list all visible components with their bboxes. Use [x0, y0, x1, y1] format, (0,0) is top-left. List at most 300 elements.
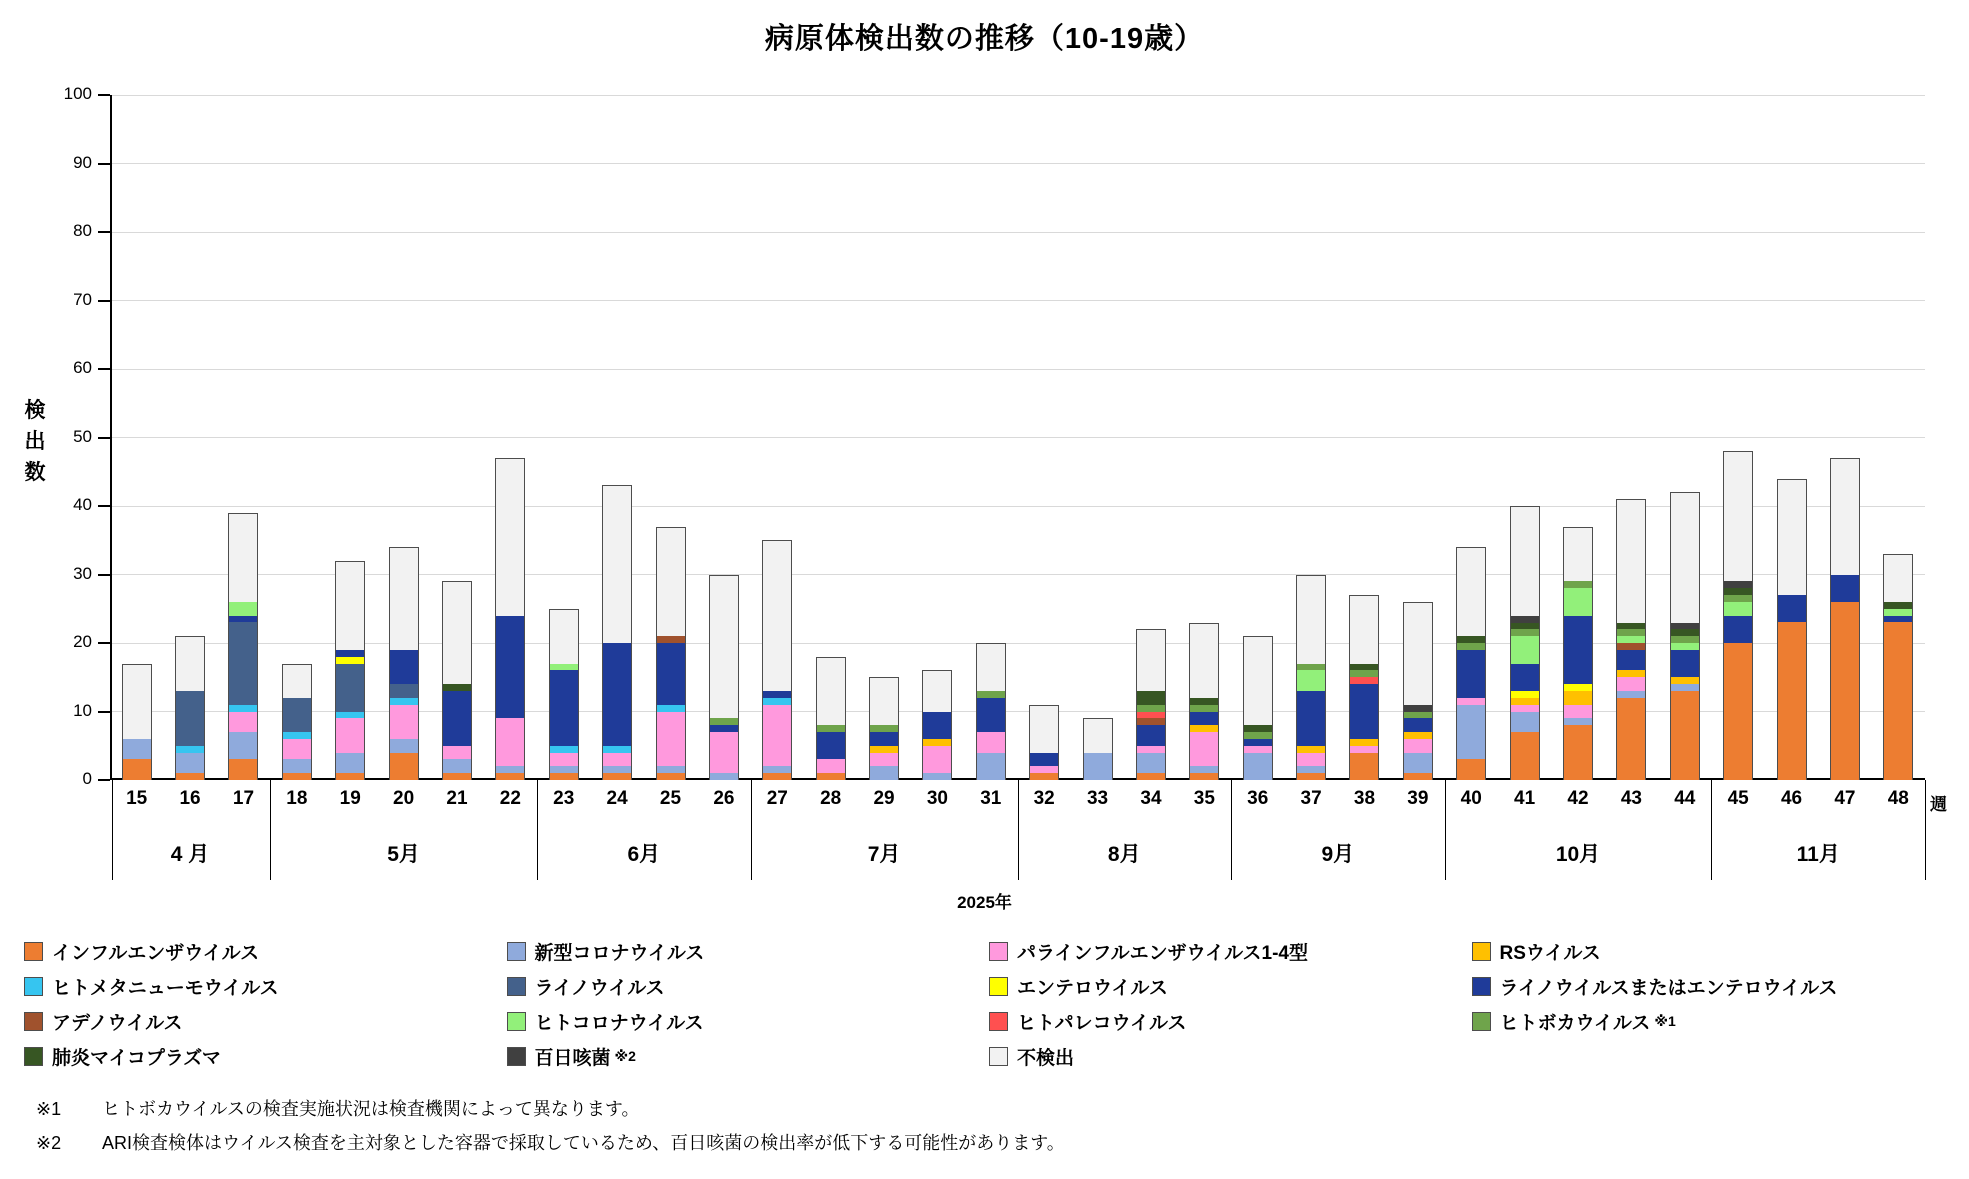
y-axis-tick: [98, 368, 110, 370]
bar-segment: [389, 705, 419, 739]
bar-segment: [335, 773, 365, 780]
bar-segment: [1563, 718, 1593, 725]
month-label: 4 月: [170, 843, 210, 866]
y-axis-tick-label: 80: [73, 221, 92, 240]
y-axis-tick-label: 50: [73, 426, 92, 446]
bar-stack: [228, 513, 258, 780]
bar-segment: [1243, 753, 1273, 780]
bar-segment: [1830, 602, 1860, 780]
bar-segment: [1510, 629, 1540, 636]
footnote: [36, 1092, 1065, 1126]
bar-segment: [1510, 616, 1540, 623]
bar-segment: [709, 718, 739, 725]
legend-color-swatch: [1472, 977, 1491, 996]
bar-segment: [1243, 732, 1273, 739]
bar-segment: [1189, 766, 1219, 773]
bar-stack: [1349, 595, 1379, 780]
bar-segment: [549, 664, 579, 671]
month-label: 5月: [387, 843, 420, 866]
bar-segment: [656, 643, 686, 705]
bar-stack: [1883, 554, 1913, 780]
bar-segment: [1349, 746, 1379, 753]
bar-segment: [1403, 718, 1433, 732]
legend-item: [507, 973, 990, 1000]
y-axis-tick: [98, 163, 110, 165]
bar-stack: [335, 561, 365, 780]
bar-segment: [869, 732, 899, 746]
y-axis-tick: [98, 574, 110, 576]
bar-segment: [1136, 712, 1166, 719]
bar-segment: [1563, 588, 1593, 615]
bar-segment: [549, 670, 579, 745]
bar-stack: [442, 581, 472, 780]
x-axis-week-label: 41: [1514, 788, 1536, 809]
bar-segment: [1456, 698, 1486, 705]
legend-label: インフルエンザウイルス: [52, 943, 260, 964]
bar-segment: [1723, 602, 1753, 616]
bar-segment: [1670, 677, 1700, 684]
y-axis-tick: [98, 642, 110, 644]
bar-segment: [656, 636, 686, 643]
legend-note-marker: ※1: [1654, 1013, 1676, 1029]
chart-plot-area: [110, 95, 1925, 780]
x-axis-week-label: 21: [446, 788, 468, 809]
bar-segment: [1349, 739, 1379, 746]
legend-item: [1472, 938, 1955, 965]
bar-stack: [175, 636, 205, 780]
bar-segment: [549, 773, 579, 780]
bar-segment: [1349, 664, 1379, 671]
x-axis-week-label: 27: [766, 788, 788, 809]
bar-stack: [122, 664, 152, 780]
bar-segment: [1189, 732, 1219, 766]
bar-segment: [602, 766, 632, 773]
y-axis-title: 検 出 数: [24, 399, 46, 484]
bar-segment: [1403, 732, 1433, 739]
bar-segment: [1563, 581, 1593, 588]
bar-stack: [709, 575, 739, 780]
bar-segment: [1616, 636, 1646, 643]
bar-segment: [1136, 629, 1166, 691]
bar-stack: [1563, 527, 1593, 780]
bar-segment: [228, 705, 258, 712]
bar-segment: [1510, 705, 1540, 712]
month-label: 6月: [627, 843, 661, 866]
bar-segment: [335, 712, 365, 719]
bar-segment: [816, 773, 846, 780]
bar-segment: [602, 643, 632, 746]
bar-segment: [1349, 684, 1379, 739]
y-axis-tick-label: 20: [73, 632, 92, 651]
x-axis-week-label: 17: [232, 788, 255, 809]
bar-stack: [1083, 718, 1113, 780]
bar-segment: [1456, 643, 1486, 650]
legend-label: エンテロウイルス: [1017, 978, 1168, 999]
bar-segment: [1616, 698, 1646, 780]
bar-segment: [549, 753, 579, 767]
y-axis-tick-label: 40: [73, 495, 92, 514]
bar-stack: [1189, 623, 1219, 781]
bar-segment: [442, 773, 472, 780]
legend-color-swatch: [989, 1047, 1008, 1066]
x-axis-week-label: 46: [1780, 788, 1803, 809]
bar-segment: [1136, 718, 1166, 725]
bar-stack: [602, 485, 632, 780]
x-axis-week-label: 43: [1620, 788, 1642, 809]
bar-segment: [1777, 595, 1807, 622]
month-label: 9月: [1321, 843, 1355, 866]
bar-segment: [1349, 677, 1379, 684]
legend-item: [24, 1043, 507, 1070]
bar-segment: [1136, 725, 1166, 746]
legend-item: [507, 938, 990, 965]
bar-segment: [1403, 705, 1433, 712]
bar-segment: [1616, 499, 1646, 622]
bar-segment: [1723, 643, 1753, 780]
footnote-marker: ※2: [36, 1133, 62, 1153]
bar-segment: [228, 513, 258, 602]
month-divider: [112, 780, 113, 880]
x-axis-week-label: 22: [499, 788, 521, 809]
bar-segment: [442, 581, 472, 684]
bar-stack: [495, 458, 525, 780]
bar-segment: [1777, 622, 1807, 780]
bar-segment: [1403, 753, 1433, 774]
bar-segment: [1670, 684, 1700, 691]
bar-segment: [709, 773, 739, 780]
bar-segment: [869, 725, 899, 732]
bar-segment: [282, 739, 312, 760]
y-axis-tick: [98, 505, 110, 507]
bar-segment: [442, 684, 472, 691]
bar-segment: [1296, 746, 1326, 753]
bar-segment: [1029, 705, 1059, 753]
bar-segment: [1296, 773, 1326, 780]
bar-segment: [1136, 691, 1166, 705]
bar-segment: [816, 732, 846, 759]
bar-segment: [1510, 506, 1540, 616]
month-divider: [1231, 780, 1232, 880]
x-axis-week-label: 32: [1033, 788, 1055, 809]
month-label: 11月: [1796, 843, 1840, 866]
legend-item: [989, 1008, 1472, 1035]
bar-segment: [1830, 458, 1860, 574]
bar-stack: [1723, 451, 1753, 780]
bar-segment: [1243, 725, 1273, 732]
bar-segment: [122, 664, 152, 739]
y-axis-tick-label: 30: [73, 563, 92, 583]
bar-segment: [228, 616, 258, 623]
bar-segment: [1723, 595, 1753, 602]
bar-segment: [1136, 753, 1166, 774]
x-axis-week-label: 36: [1247, 788, 1269, 809]
bar-segment: [335, 753, 365, 774]
bar-segment: [1670, 650, 1700, 677]
bar-segment: [1349, 595, 1379, 664]
bar-segment: [175, 636, 205, 691]
y-axis-line: [110, 95, 112, 780]
legend-item: [24, 938, 507, 965]
x-axis-week-label: 15: [126, 788, 148, 809]
x-axis-week-label: 39: [1407, 788, 1429, 809]
x-axis-week-label: 38: [1353, 788, 1376, 809]
bar-segment: [1136, 746, 1166, 753]
bar-segment: [922, 739, 952, 746]
month-divider: [1925, 780, 1926, 880]
y-axis-tick-label: 0: [82, 769, 92, 788]
y-axis-tick-label: 100: [63, 84, 92, 103]
bar-segment: [282, 732, 312, 739]
bar-stack: [1510, 506, 1540, 780]
footnotes: [36, 1092, 1065, 1160]
x-axis-week-label: 42: [1567, 788, 1589, 809]
legend-label: 百日咳菌: [534, 1048, 611, 1069]
legend-color-swatch: [989, 977, 1008, 996]
bar-segment: [1456, 547, 1486, 636]
x-axis-week-label: 47: [1834, 788, 1856, 809]
bar-segment: [1189, 712, 1219, 726]
legend-color-swatch: [507, 942, 526, 961]
bar-segment: [442, 759, 472, 773]
bar-segment: [1029, 753, 1059, 767]
bar-segment: [1029, 766, 1059, 773]
bar-segment: [282, 698, 312, 732]
month-divider: [270, 780, 271, 880]
y-axis-tick: [98, 94, 110, 96]
bar-segment: [1510, 732, 1540, 780]
bar-stack: [1670, 492, 1700, 780]
x-axis-week-label: 37: [1300, 788, 1322, 809]
bar-segment: [495, 616, 525, 719]
bar-segment: [1456, 650, 1486, 698]
gridline: [110, 574, 1925, 575]
year-label: 2025年: [957, 893, 1012, 912]
bar-segment: [762, 766, 792, 773]
week-unit-label: 週: [1930, 795, 1947, 814]
bar-segment: [1670, 643, 1700, 650]
bar-segment: [495, 766, 525, 773]
legend-color-swatch: [507, 1012, 526, 1031]
bar-stack: [1403, 602, 1433, 780]
bar-segment: [922, 746, 952, 773]
legend-item: [24, 1008, 507, 1035]
gridline: [110, 369, 1925, 370]
bar-segment: [228, 759, 258, 780]
month-divider: [1445, 780, 1446, 880]
x-axis-week-label: 24: [606, 788, 628, 809]
bar-segment: [762, 691, 792, 698]
footnote-text: ヒトボカウイルスの検査実施状況は検査機関によって異なります。: [102, 1099, 640, 1119]
x-axis-week-label: 18: [286, 788, 308, 809]
month-label: 8月: [1107, 843, 1141, 866]
x-axis-week-label: 48: [1887, 788, 1909, 809]
bar-segment: [549, 766, 579, 773]
bar-stack: [869, 677, 899, 780]
bar-segment: [1510, 698, 1540, 705]
bar-segment: [175, 746, 205, 753]
bar-segment: [1883, 622, 1913, 780]
bar-segment: [122, 739, 152, 760]
bar-segment: [1616, 670, 1646, 677]
bar-segment: [1136, 773, 1166, 780]
bar-stack: [1456, 547, 1486, 780]
legend-label: ヒトメタニューモウイルス: [52, 978, 279, 999]
legend-color-swatch: [507, 1047, 526, 1066]
gridline: [110, 437, 1925, 438]
x-axis-week-label: 29: [873, 788, 895, 809]
bar-segment: [1616, 643, 1646, 650]
bar-stack: [976, 643, 1006, 780]
bar-segment: [389, 698, 419, 705]
gridline: [110, 300, 1925, 301]
legend-color-swatch: [24, 1047, 43, 1066]
month-label: 10月: [1555, 843, 1601, 866]
bar-segment: [762, 773, 792, 780]
bar-segment: [122, 759, 152, 780]
bar-segment: [282, 773, 312, 780]
legend-label: 新型コロナウイルス: [534, 943, 705, 964]
bar-segment: [709, 732, 739, 773]
bar-stack: [549, 609, 579, 780]
bar-segment: [1403, 602, 1433, 705]
bar-segment: [1349, 753, 1379, 780]
page-title: 病原体検出数の推移（10-19歳）: [764, 23, 1205, 55]
legend-label: ヒトパレコウイルス: [1017, 1013, 1187, 1034]
bar-stack: [762, 540, 792, 780]
bar-segment: [1563, 616, 1593, 685]
x-axis-week-label: 35: [1193, 788, 1215, 809]
x-axis-week-label: 23: [553, 788, 575, 809]
month-divider: [1711, 780, 1712, 880]
bar-segment: [762, 705, 792, 767]
bar-segment: [1510, 636, 1540, 663]
bar-segment: [869, 746, 899, 753]
bar-segment: [1616, 677, 1646, 691]
legend-color-swatch: [24, 1012, 43, 1031]
bar-segment: [495, 718, 525, 766]
x-axis-week-label: 26: [713, 788, 735, 809]
bar-segment: [816, 657, 846, 726]
bar-segment: [976, 732, 1006, 753]
bar-segment: [1403, 773, 1433, 780]
bar-segment: [1563, 691, 1593, 705]
gridline: [110, 163, 1925, 164]
x-axis-week-label: 30: [926, 788, 948, 809]
bar-stack: [816, 657, 846, 780]
gridline: [110, 95, 1925, 96]
legend-color-swatch: [507, 977, 526, 996]
bar-segment: [335, 561, 365, 650]
bar-segment: [709, 575, 739, 719]
y-axis-tick: [98, 779, 110, 781]
bar-stack: [922, 670, 952, 780]
bar-segment: [228, 622, 258, 704]
bar-segment: [1777, 479, 1807, 595]
bar-segment: [335, 650, 365, 657]
bar-segment: [175, 753, 205, 774]
bar-segment: [869, 677, 899, 725]
legend-item: [989, 1043, 1472, 1070]
legend-item: [989, 973, 1472, 1000]
bar-segment: [709, 725, 739, 732]
bar-segment: [656, 705, 686, 712]
bar-segment: [1296, 766, 1326, 773]
y-axis-tick-label: 10: [73, 700, 92, 720]
bar-segment: [389, 753, 419, 780]
legend-label: ヒトコロナウイルス: [534, 1013, 704, 1034]
bar-segment: [389, 547, 419, 650]
bar-segment: [976, 643, 1006, 691]
bar-segment: [656, 712, 686, 767]
bar-segment: [1083, 718, 1113, 752]
bar-segment: [976, 753, 1006, 780]
bar-segment: [1616, 691, 1646, 698]
bar-stack: [282, 664, 312, 780]
bar-segment: [602, 485, 632, 643]
legend-label: 不検出: [1017, 1048, 1075, 1069]
legend-color-swatch: [24, 942, 43, 961]
bar-segment: [1616, 629, 1646, 636]
gridline: [110, 506, 1925, 507]
bar-segment: [816, 725, 846, 732]
legend-item: [507, 1008, 990, 1035]
legend-item: [24, 973, 507, 1000]
bar-segment: [1563, 527, 1593, 582]
bar-segment: [1883, 609, 1913, 616]
bar-segment: [335, 657, 365, 664]
bar-segment: [1883, 616, 1913, 623]
bar-segment: [1296, 670, 1326, 691]
bar-segment: [1883, 554, 1913, 602]
bar-stack: [656, 527, 686, 780]
x-axis-week-label: 31: [980, 788, 1002, 809]
bar-stack: [389, 547, 419, 780]
y-axis-tick-label: 90: [73, 152, 92, 172]
bar-segment: [549, 609, 579, 664]
y-axis-tick: [98, 300, 110, 302]
bar-segment: [1670, 636, 1700, 643]
bar-segment: [976, 691, 1006, 698]
bar-segment: [1670, 492, 1700, 622]
bar-segment: [1563, 684, 1593, 691]
bar-segment: [1723, 588, 1753, 595]
bar-stack: [1296, 575, 1326, 780]
bar-segment: [816, 759, 846, 773]
bar-segment: [1510, 664, 1540, 691]
bar-segment: [1136, 705, 1166, 712]
bar-segment: [922, 773, 952, 780]
legend-color-swatch: [989, 942, 1008, 961]
footnote-marker: ※1: [36, 1099, 62, 1119]
legend-note-marker: ※2: [614, 1048, 636, 1064]
bar-stack: [1029, 705, 1059, 780]
bar-segment: [1189, 773, 1219, 780]
bar-segment: [335, 718, 365, 752]
bar-segment: [389, 739, 419, 753]
footnote: [36, 1126, 1065, 1160]
bar-segment: [1670, 623, 1700, 630]
y-axis-tick: [98, 231, 110, 233]
chart-legend: [24, 938, 1954, 1070]
bar-segment: [1243, 636, 1273, 725]
bar-segment: [602, 753, 632, 767]
bar-segment: [1296, 691, 1326, 746]
footnote-text: ARI検査検体はウイルス検査を主対象とした容器で採取しているため、百日咳菌の検出率が低下する可能性があります。: [102, 1133, 1065, 1153]
legend-color-swatch: [1472, 1012, 1491, 1031]
legend-label: パラインフルエンザウイルス1-4型: [1017, 943, 1308, 964]
bar-segment: [1883, 602, 1913, 609]
bar-segment: [1456, 705, 1486, 760]
